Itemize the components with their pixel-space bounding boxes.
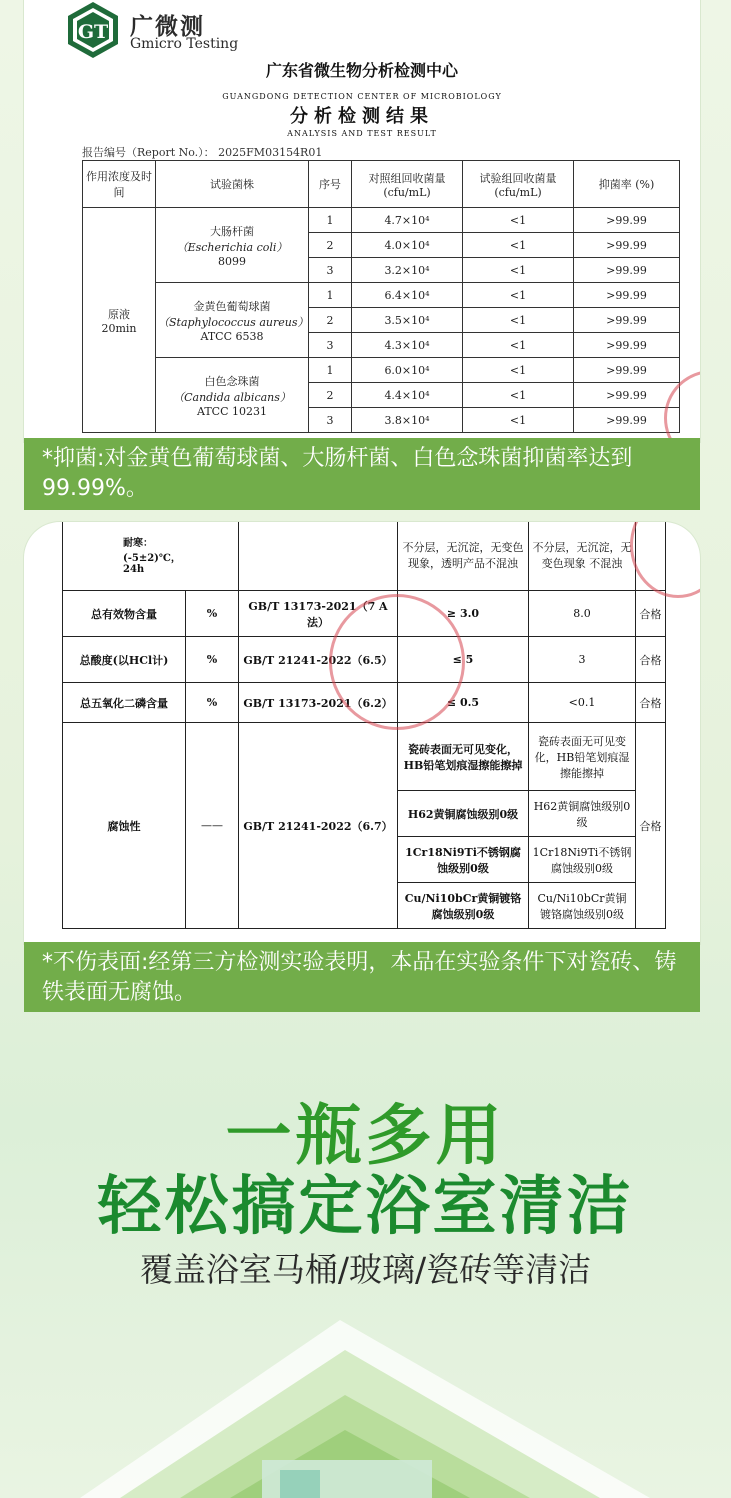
table-cell: 6.4×10⁴ (352, 283, 463, 308)
table-cell: 1 (309, 283, 352, 308)
requirement-cell: ≤ 5 (398, 637, 529, 683)
cold-requirement: 不分层，无沉淀，无变色现象，透明产品不混浊 (398, 522, 529, 591)
red-stamp (329, 594, 465, 730)
center-title-cn: 广东省微生物分析检测中心 (265, 61, 458, 80)
table-cell: 3 (309, 408, 352, 433)
hero-headline-2: 轻松搞定浴室清洁 (97, 1170, 634, 1244)
requirement-cell: 瓷砖表面无可见变化，HB铅笔划痕湿擦能擦掉 (398, 723, 529, 791)
result-cell: 1Cr18Ni9Ti不锈钢腐蚀级别0级 (529, 837, 636, 883)
table-cell: 4.3×10⁴ (352, 333, 463, 358)
th-test: 试验组回收菌量 (cfu/mL) (463, 161, 574, 208)
table-cell: >99.99 (574, 308, 680, 333)
method-cell: GB/T 21241-2022（6.5） (239, 637, 398, 683)
table-cell: 3.2×10⁴ (352, 258, 463, 283)
table-cell: >99.99 (574, 208, 680, 233)
condition-time: 20min (101, 321, 137, 335)
table-cell: <1 (463, 208, 574, 233)
table-cell: >99.99 (574, 333, 680, 358)
properties-table (62, 522, 666, 929)
item-cell: 总酸度(以HCl计) (63, 637, 186, 683)
table-cell: <1 (463, 408, 574, 433)
unit-cell: % (186, 637, 239, 683)
strain-cell (156, 208, 309, 283)
table-cell: >99.99 (574, 408, 680, 433)
unit-cell: —— (186, 723, 239, 929)
result-cell: <0.1 (529, 683, 636, 723)
hero-headline-1: 一瓶多用 (225, 1097, 506, 1174)
table-cell: <1 (463, 233, 574, 258)
method-cell: GB/T 13173-2021（6.2） (239, 683, 398, 723)
strain-latin: （Escherichia coli） (176, 240, 288, 254)
th-rate: 抑菌率 (%) (574, 161, 680, 208)
report-card-properties (24, 522, 700, 944)
table-cell: <1 (463, 383, 574, 408)
strain-code: ATCC 10231 (196, 404, 267, 418)
result-cell: 8.0 (529, 591, 636, 637)
result-title-cn: 分析检测结果 (290, 106, 434, 127)
table-cell: >99.99 (574, 358, 680, 383)
item-cell: 总有效物含量 (63, 591, 186, 637)
strain-cell (156, 358, 309, 433)
item-cell: 腐蚀性 (63, 723, 186, 929)
table-cell: >99.99 (574, 383, 680, 408)
table-cell (239, 522, 398, 591)
strain-name: 金黄色葡萄球菌 (193, 299, 271, 313)
table-cell: 1 (309, 358, 352, 383)
th-condition: 作用浓度及时间 (83, 161, 156, 208)
center-title-en: GUANGDONG DETECTION CENTER OF MICROBIOLOGY (222, 92, 502, 101)
unit-cell: % (186, 683, 239, 723)
condition-label: 原液 (108, 307, 130, 321)
report-number: 报告编号（Report No.）： 2025FM03154R01 (82, 146, 323, 159)
table-cell: 3 (309, 258, 352, 283)
requirement-cell: ≤ 0.5 (398, 683, 529, 723)
strain-name: 白色念珠菌 (204, 374, 260, 388)
table-cell: 4.0×10⁴ (352, 233, 463, 258)
strain-code: 8099 (218, 254, 246, 268)
strain-latin: （Candida albicans） (173, 390, 291, 404)
unit-cell: % (186, 591, 239, 637)
strain-latin: （Staphylococcus aureus） (158, 315, 309, 329)
report-card-antibacterial (24, 0, 700, 442)
item-cell: 总五氧化二磷含量 (63, 683, 186, 723)
table-cell: <1 (463, 258, 574, 283)
method-cell: GB/T 21241-2022（6.7） (239, 723, 398, 929)
requirement-cell: ≥ 3.0 (398, 591, 529, 637)
cold-result: 不分层，无沉淀，无变色现象 不混浊 (529, 522, 636, 591)
table-cell: 2 (309, 308, 352, 333)
result-cell: 瓷砖表面无可见变化，HB铅笔划痕湿擦能擦掉 (529, 723, 636, 791)
table-cell: >99.99 (574, 283, 680, 308)
th-index: 序号 (309, 161, 352, 208)
requirement-cell: Cu/Ni10bCr黄铜镀铬腐蚀级别0级 (398, 883, 529, 929)
svg-text:GT: GT (77, 21, 109, 43)
verdict-cell: 合格 (636, 683, 666, 723)
result-cell: H62黄铜腐蚀级别0级 (529, 791, 636, 837)
cold-resistance-item: 耐寒：(-5±2)℃，24h (123, 538, 181, 575)
table-cell: 3.8×10⁴ (352, 408, 463, 433)
table-cell: <1 (463, 333, 574, 358)
table-cell: 4.4×10⁴ (352, 383, 463, 408)
result-cell: 3 (529, 637, 636, 683)
verdict-cell: 合格 (636, 637, 666, 683)
th-strain: 试验菌株 (156, 161, 309, 208)
table-cell: <1 (463, 358, 574, 383)
verdict-cell: 合格 (636, 591, 666, 637)
hero-subtitle: 覆盖浴室马桶/玻璃/瓷砖等清洁 (139, 1250, 592, 1289)
table-cell: 4.7×10⁴ (352, 208, 463, 233)
surface-safety-caption: *不伤表面:经第三方检测实验表明，本品在实验条件下对瓷砖、铸铁表面无腐蚀。 (24, 942, 700, 1012)
logo-english-name: Gmicro Testing (130, 36, 239, 52)
strain-name: 大肠杆菌 (210, 224, 254, 238)
strain-code: ATCC 6538 (200, 329, 264, 343)
table-cell: >99.99 (574, 233, 680, 258)
table-cell: <1 (463, 283, 574, 308)
table-cell: 3.5×10⁴ (352, 308, 463, 333)
table-cell: <1 (463, 308, 574, 333)
antibacterial-table (82, 160, 680, 433)
gmicro-logo-icon (64, 0, 122, 60)
strain-cell (156, 283, 309, 358)
method-cell: GB/T 13173-2021（7 A法） (239, 591, 398, 637)
antibacterial-caption: *抑菌:对金黄色葡萄球菌、大肠杆菌、白色念珠菌抑菌率达到99.99%。 (24, 438, 700, 510)
table-cell (63, 522, 239, 591)
table-cell: 1 (309, 208, 352, 233)
requirement-cell: 1Cr18Ni9Ti不锈钢腐蚀级别0级 (398, 837, 529, 883)
verdict-cell: 合格 (636, 723, 666, 929)
result-cell: Cu/Ni10bCr黄铜镀铬腐蚀级别0级 (529, 883, 636, 929)
table-cell: >99.99 (574, 258, 680, 283)
table-cell: 6.0×10⁴ (352, 358, 463, 383)
table-cell: 2 (309, 383, 352, 408)
result-title-en: ANALYSIS AND TEST RESULT (287, 129, 437, 138)
condition-cell (83, 208, 156, 433)
th-control: 对照组回收菌量 (cfu/mL) (352, 161, 463, 208)
bathroom-illustration-icon (0, 1310, 731, 1498)
logo-chinese-name: 广微测 (130, 14, 205, 40)
table-cell: 2 (309, 233, 352, 258)
requirement-cell: H62黄铜腐蚀级别0级 (398, 791, 529, 837)
table-cell: 3 (309, 333, 352, 358)
